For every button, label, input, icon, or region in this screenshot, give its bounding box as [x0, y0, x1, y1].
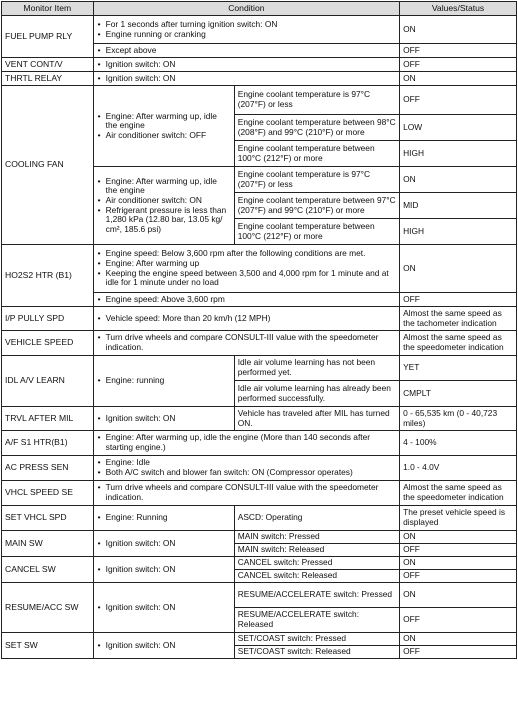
monitor-item-cell: IDL A/V LEARN: [2, 356, 94, 407]
value-status-cell: HIGH: [400, 219, 517, 245]
value-status-cell: OFF: [400, 570, 517, 583]
condition-cell: [93, 44, 399, 58]
sub-condition-cell: Engine coolant temperature between 98°C (208°F) and 99°C (210°F) or more: [234, 115, 399, 141]
table-row: [2, 245, 517, 293]
value-status-cell: ON: [400, 531, 517, 544]
monitor-item-cell: VENT CONT/V: [2, 58, 94, 72]
condition-item: • Engine speed: Below 3,600 rpm after the following conditions are met.: [97, 249, 396, 259]
condition-list: [97, 74, 396, 84]
condition-item: • Engine speed: Above 3,600 rpm: [97, 295, 396, 305]
condition-item: • Engine: After warming up, idle the engine: [97, 112, 231, 131]
condition-list: [97, 333, 396, 352]
condition-item: • Engine running or cranking: [97, 30, 396, 40]
condition-cell: [93, 481, 399, 506]
header-values-status: Values/Status: [400, 2, 517, 16]
condition-list: [97, 483, 396, 502]
condition-cell: [93, 16, 399, 44]
condition-list: [97, 414, 231, 424]
value-status-cell: OFF: [400, 44, 517, 58]
condition-item: • Vehicle speed: More than 20 km/h (12 MPH): [97, 314, 396, 324]
condition-list: [97, 60, 396, 70]
value-status-cell: YET: [400, 356, 517, 381]
monitor-item-cell: A/F S1 HTR(B1): [2, 431, 94, 456]
sub-condition-cell: CANCEL switch: Released: [234, 570, 399, 583]
condition-cell: [93, 86, 234, 167]
table-row: [2, 356, 517, 381]
condition-list: [97, 112, 231, 141]
sub-condition-cell: Vehicle has traveled after MIL has turned ON.: [234, 407, 399, 431]
condition-cell: [93, 331, 399, 356]
condition-list: [97, 177, 231, 235]
sub-condition-cell: ASCD: Operating: [234, 506, 399, 531]
sub-condition-cell: RESUME/ACCELERATE switch: Released: [234, 608, 399, 633]
value-status-cell: LOW: [400, 115, 517, 141]
value-status-cell: The preset vehicle speed is displayed: [400, 506, 517, 531]
condition-list: [97, 433, 396, 452]
sub-condition-cell: MAIN switch: Pressed: [234, 531, 399, 544]
condition-item: • Engine: After warming up, idle the engine: [97, 177, 231, 196]
condition-cell: [93, 583, 234, 633]
header-condition: Condition: [93, 2, 399, 16]
value-status-cell: 4 - 100%: [400, 431, 517, 456]
sub-condition-cell: SET/COAST switch: Pressed: [234, 633, 399, 646]
monitor-item-cell: THRTL RELAY: [2, 72, 94, 86]
table-row: [2, 633, 517, 646]
monitor-item-cell: VEHICLE SPEED: [2, 331, 94, 356]
value-status-cell: ON: [400, 245, 517, 293]
table-row: [2, 16, 517, 44]
table-body: [2, 16, 517, 659]
condition-list: [97, 314, 396, 324]
value-status-cell: ON: [400, 583, 517, 608]
condition-cell: [93, 245, 399, 293]
value-status-cell: OFF: [400, 608, 517, 633]
table-row: [2, 58, 517, 72]
table-row: [2, 481, 517, 506]
header-row: [2, 2, 517, 16]
condition-list: [97, 20, 396, 39]
condition-item: • Engine: After warming up, idle the engine (More than 140 seconds after starting engine.): [97, 433, 396, 452]
condition-cell: [93, 167, 234, 245]
monitor-item-cell: TRVL AFTER MIL: [2, 407, 94, 431]
condition-cell: [93, 72, 399, 86]
condition-item: • Engine: running: [97, 376, 231, 386]
sub-condition-cell: Engine coolant temperature between 97°C (207°F) and 99°C (210°F) or more: [234, 193, 399, 219]
value-status-cell: OFF: [400, 58, 517, 72]
table-row: [2, 557, 517, 570]
condition-item: • Keeping the engine speed between 3,500 and 4,000 rpm for 1 minute and at idle for 1 minute under no load: [97, 269, 396, 288]
monitor-item-cell: MAIN SW: [2, 531, 94, 557]
condition-cell: [93, 356, 234, 407]
sub-condition-cell: Engine coolant temperature is 97°C (207°F) or less: [234, 86, 399, 115]
condition-item: • Ignition switch: ON: [97, 565, 231, 575]
value-status-cell: ON: [400, 633, 517, 646]
sub-condition-cell: SET/COAST switch: Released: [234, 646, 399, 659]
condition-item: • Air conditioner switch: OFF: [97, 131, 231, 141]
condition-list: [97, 249, 396, 287]
table-row: [2, 72, 517, 86]
monitor-item-cell: RESUME/ACC SW: [2, 583, 94, 633]
condition-item: • Ignition switch: ON: [97, 60, 396, 70]
table-row: [2, 331, 517, 356]
table-row: [2, 307, 517, 331]
monitor-item-cell: FUEL PUMP RLY: [2, 16, 94, 58]
value-status-cell: 1.0 - 4.0V: [400, 456, 517, 481]
condition-list: [97, 295, 396, 305]
table-row: [2, 531, 517, 544]
monitor-item-cell: AC PRESS SEN: [2, 456, 94, 481]
condition-cell: [93, 431, 399, 456]
monitor-item-cell: CANCEL SW: [2, 557, 94, 583]
condition-cell: [93, 531, 234, 557]
value-status-cell: Almost the same speed as the speedometer indication: [400, 331, 517, 356]
condition-item: • Except above: [97, 46, 396, 56]
condition-item: • Both A/C switch and blower fan switch: ON (Compressor operates): [97, 468, 396, 478]
condition-item: • Engine: After warming up: [97, 259, 396, 269]
condition-cell: [93, 633, 234, 659]
condition-item: • Turn drive wheels and compare CONSULT-III value with the speedometer indication.: [97, 483, 396, 502]
value-status-cell: ON: [400, 557, 517, 570]
monitor-item-table: [1, 1, 517, 659]
condition-item: • Ignition switch: ON: [97, 539, 231, 549]
header-monitor-item: Monitor Item: [2, 2, 94, 16]
condition-cell: [93, 307, 399, 331]
table-row: [2, 583, 517, 608]
monitor-item-cell: I/P PULLY SPD: [2, 307, 94, 331]
value-status-cell: Almost the same speed as the tachometer indication: [400, 307, 517, 331]
condition-list: [97, 641, 231, 651]
monitor-item-cell: COOLING FAN: [2, 86, 94, 245]
monitor-item-cell: SET VHCL SPD: [2, 506, 94, 531]
value-status-cell: ON: [400, 167, 517, 193]
condition-list: [97, 539, 231, 549]
sub-condition-cell: CANCEL switch: Pressed: [234, 557, 399, 570]
value-status-cell: CMPLT: [400, 381, 517, 407]
sub-condition-cell: Engine coolant temperature between 100°C (212°F) or more: [234, 219, 399, 245]
sub-condition-cell: Idle air volume learning has not been performed yet.: [234, 356, 399, 381]
condition-list: [97, 458, 396, 477]
condition-cell: [93, 456, 399, 481]
monitor-item-cell: SET SW: [2, 633, 94, 659]
value-status-cell: OFF: [400, 86, 517, 115]
condition-item: • Air conditioner switch: ON: [97, 196, 231, 206]
value-status-cell: OFF: [400, 544, 517, 557]
value-status-cell: 0 - 65,535 km (0 - 40,723 miles): [400, 407, 517, 431]
condition-list: [97, 603, 231, 613]
sub-condition-cell: Engine coolant temperature is 97°C (207°F) or less: [234, 167, 399, 193]
condition-cell: [93, 407, 234, 431]
condition-list: [97, 565, 231, 575]
table-row: [2, 456, 517, 481]
condition-item: • Engine: Running: [97, 513, 231, 523]
condition-list: [97, 513, 231, 523]
sub-condition-cell: Engine coolant temperature between 100°C (212°F) or more: [234, 141, 399, 167]
sub-condition-cell: RESUME/ACCELERATE switch: Pressed: [234, 583, 399, 608]
value-status-cell: Almost the same speed as the speedometer indication: [400, 481, 517, 506]
condition-item: • Ignition switch: ON: [97, 414, 231, 424]
condition-item: • Refrigerant pressure is less than 1,280 kPa (12.80 bar, 13.05 kg/ cm², 185.6 psi): [97, 206, 231, 235]
condition-item: • For 1 seconds after turning ignition switch: ON: [97, 20, 396, 30]
value-status-cell: ON: [400, 72, 517, 86]
value-status-cell: HIGH: [400, 141, 517, 167]
condition-cell: [93, 58, 399, 72]
value-status-cell: OFF: [400, 646, 517, 659]
value-status-cell: ON: [400, 16, 517, 44]
sub-condition-cell: MAIN switch: Released: [234, 544, 399, 557]
condition-list: [97, 46, 396, 56]
condition-item: • Ignition switch: ON: [97, 641, 231, 651]
condition-cell: [93, 293, 399, 307]
value-status-cell: MID: [400, 193, 517, 219]
condition-item: • Turn drive wheels and compare CONSULT-III value with the speedometer indication.: [97, 333, 396, 352]
table-row: [2, 86, 517, 115]
condition-item: • Engine: Idle: [97, 458, 396, 468]
condition-list: [97, 376, 231, 386]
monitor-item-cell: HO2S2 HTR (B1): [2, 245, 94, 307]
condition-cell: [93, 506, 234, 531]
condition-item: • Ignition switch: ON: [97, 603, 231, 613]
table-row: [2, 506, 517, 531]
table-row: [2, 407, 517, 431]
monitor-item-cell: VHCL SPEED SE: [2, 481, 94, 506]
condition-cell: [93, 557, 234, 583]
value-status-cell: OFF: [400, 293, 517, 307]
table-row: [2, 431, 517, 456]
condition-item: • Ignition switch: ON: [97, 74, 396, 84]
sub-condition-cell: Idle air volume learning has already been performed successfully.: [234, 381, 399, 407]
